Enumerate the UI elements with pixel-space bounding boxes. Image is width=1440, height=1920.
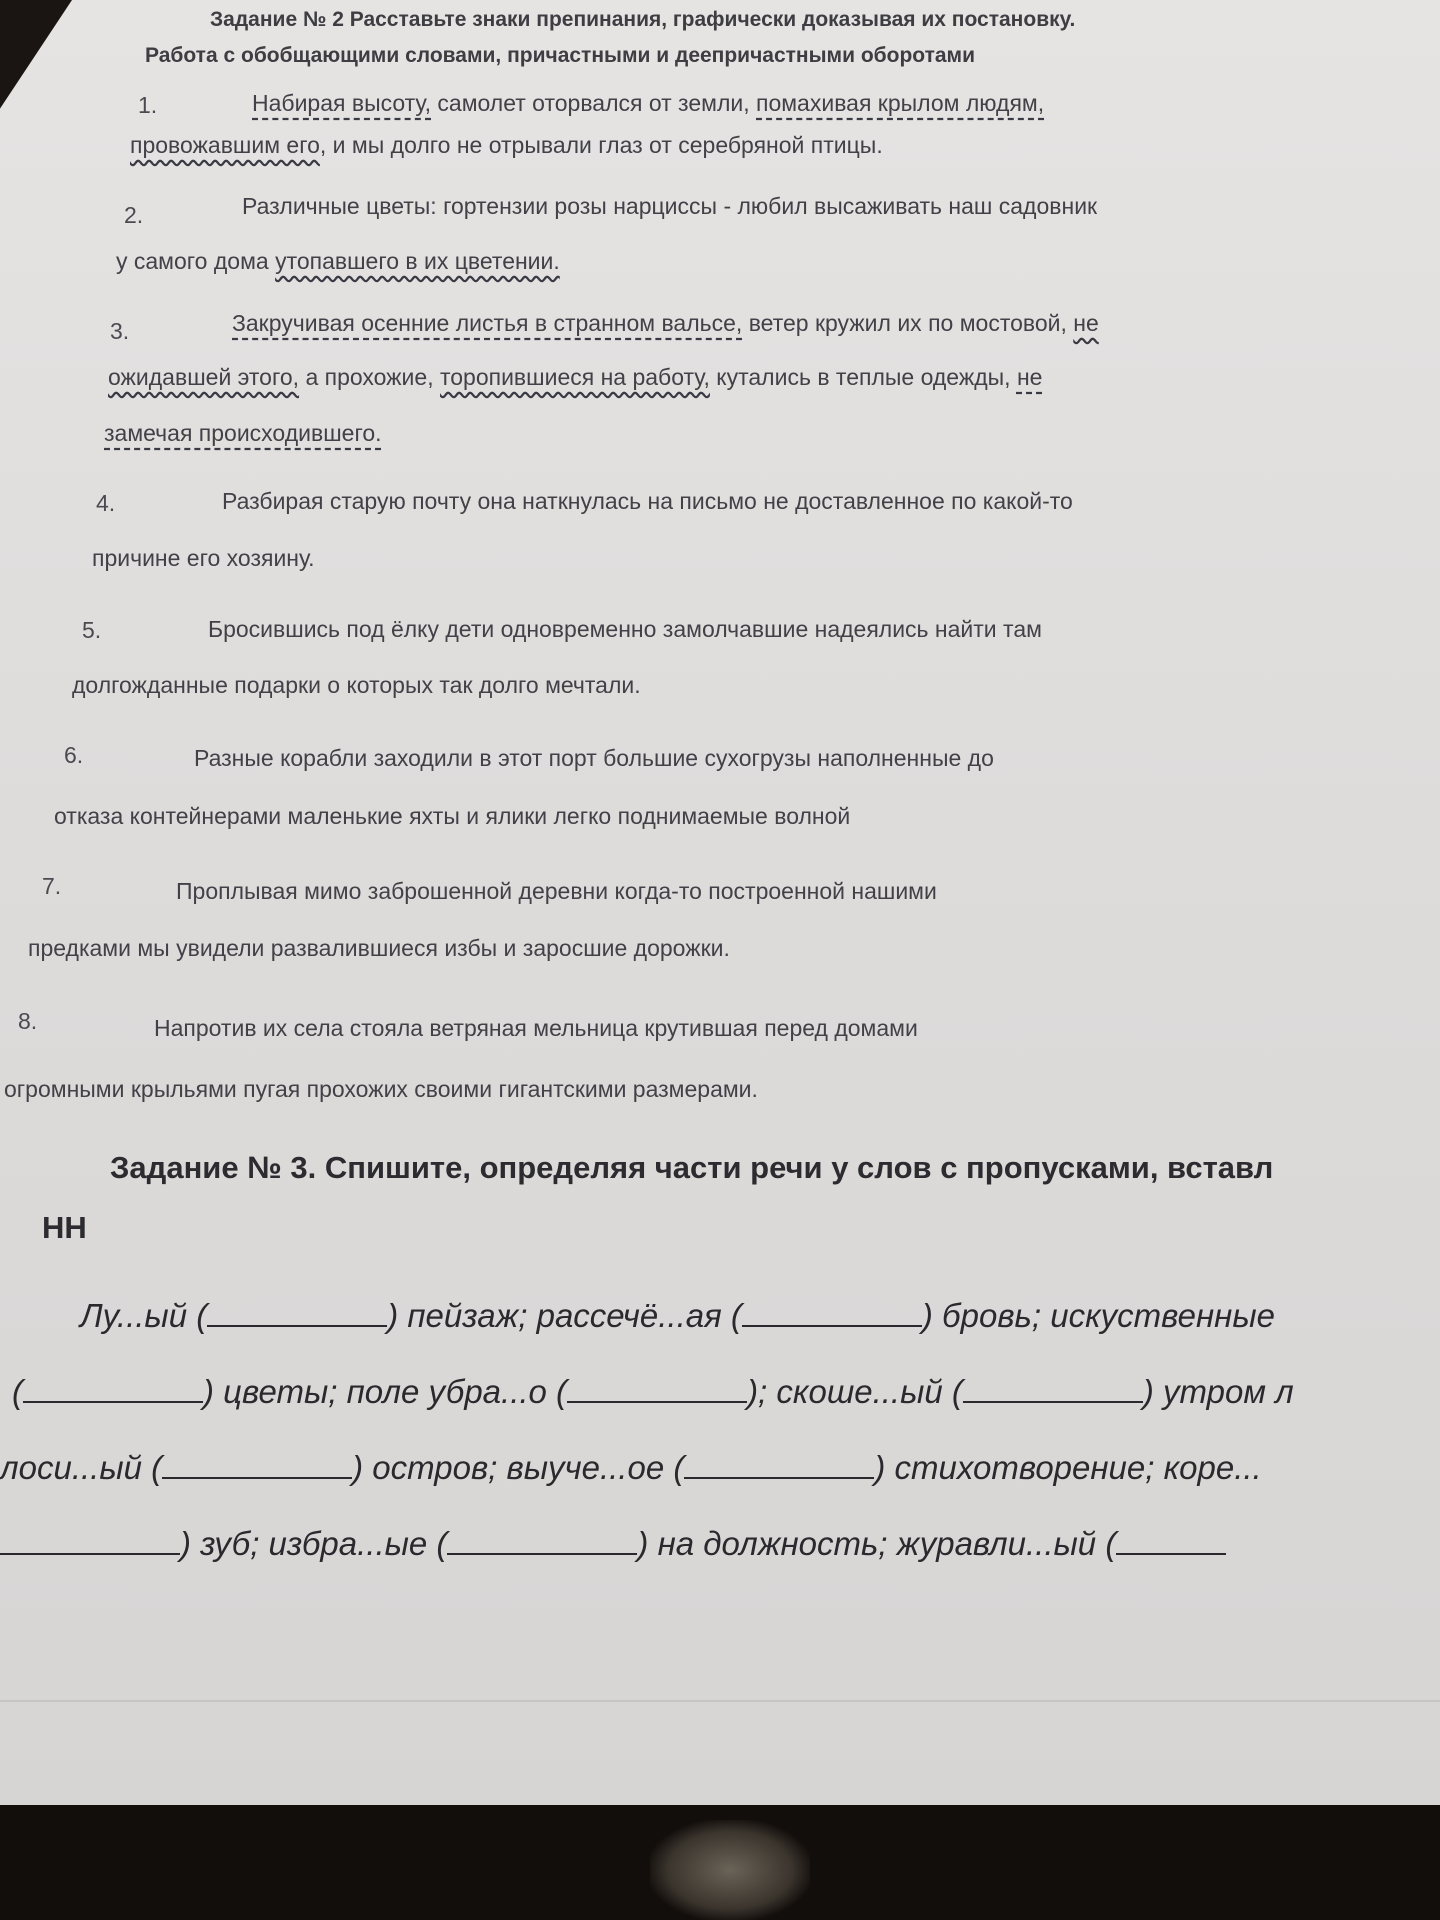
word-gap: лоси...ый ( xyxy=(0,1449,163,1486)
item-1-line-1 xyxy=(252,90,1044,117)
answer-blank[interactable] xyxy=(684,1444,874,1479)
item-6-line-1: Разные корабли заходили в этот порт большие сухогрузы наполненные до xyxy=(194,745,994,771)
clause-text: , и мы долго не отрывали глаз от серебряной птицы. xyxy=(319,132,883,158)
answer-blank[interactable] xyxy=(742,1292,922,1327)
item-8-line-1: Напротив их села стояла ветряная мельница крутившая перед домами xyxy=(154,1015,918,1041)
answer-blank[interactable] xyxy=(207,1292,387,1327)
word-gap: ) бровь; искуственные xyxy=(921,1297,1275,1334)
task3-line-1 xyxy=(80,1292,1275,1335)
adverbial-phrase: Набирая высоту, xyxy=(252,90,432,116)
answer-blank[interactable] xyxy=(963,1368,1143,1403)
word-gap: ( xyxy=(12,1373,23,1410)
participial-phrase: провожавшим его xyxy=(130,132,320,158)
clause-text: кутались в теплые одежды, xyxy=(716,364,1011,390)
item-2-line-2 xyxy=(116,248,560,275)
item-number: 4. xyxy=(96,490,116,516)
word-gap: ) зуб; избра...ые ( xyxy=(180,1525,448,1562)
item-8-line-2: огромными крыльями пугая прохожих своими гигантскими размерами. xyxy=(4,1076,758,1102)
item-3-line-2 xyxy=(108,364,1042,391)
word-gap: ) утром л xyxy=(1142,1373,1294,1410)
task3-title: Задание № 3. Спишите, определяя части речи у слов с пропусками, вставл xyxy=(110,1150,1274,1185)
word-gap: ) пейзаж; рассечё...ая ( xyxy=(387,1297,742,1334)
item-number: 6. xyxy=(64,742,84,768)
item-7-line-2: предками мы увидели развалившиеся избы и заросшие дорожки. xyxy=(28,935,730,961)
item-1-line-2 xyxy=(130,132,883,159)
answer-blank[interactable] xyxy=(23,1368,203,1403)
word-gap: ) цветы; поле убра...о ( xyxy=(203,1373,568,1410)
paper-fold-line xyxy=(0,1700,1440,1702)
item-number: 3. xyxy=(110,318,130,344)
main-clause: самолет оторвался от земли, xyxy=(437,90,750,116)
participial-phrase: ожидавшей этого, xyxy=(108,364,300,390)
main-clause: ветер кружил их по мостовой, xyxy=(748,310,1067,336)
word-gap: ) остров; выуче...ое ( xyxy=(352,1449,685,1486)
adverbial-phrase: помахивая крылом людям, xyxy=(756,90,1045,116)
word-gap: ); скоше...ый ( xyxy=(747,1373,963,1410)
task3-line-3 xyxy=(0,1444,1262,1487)
adverbial-phrase: замечая происходившего. xyxy=(104,420,382,446)
adverbial-phrase: Закручивая осенние листья в странном вальсе, xyxy=(232,310,743,336)
item-5-line-2: долгожданные подарки о которых так долго мечтали. xyxy=(72,672,641,698)
item-2-line-1: Различные цветы: гортензии розы нарциссы - любил высаживать наш садовник xyxy=(242,193,1098,219)
participial-phrase: утопавшего в их цветении. xyxy=(275,248,560,274)
task2-title: Задание № 2 Расставьте знаки препинания, графически доказывая их постановку. xyxy=(210,8,1076,31)
task3-line-4 xyxy=(0,1520,1226,1563)
item-6-line-2: отказа контейнерами маленькие яхты и ялики легко поднимаемые волной xyxy=(54,803,851,829)
participial-phrase: торопившиеся на работу, xyxy=(439,364,710,390)
task3-nn-label: НН xyxy=(42,1210,87,1245)
item-4-line-1: Разбирая старую почту она наткнулась на письмо не доставленное по какой-то xyxy=(222,488,1073,514)
item-3-line-1 xyxy=(232,310,1099,337)
item-number: 7. xyxy=(42,873,62,899)
answer-blank[interactable] xyxy=(1116,1520,1226,1555)
item-3-line-3 xyxy=(104,420,382,447)
adverbial-phrase: не xyxy=(1016,364,1043,390)
clause-text: а прохожие, xyxy=(305,364,434,390)
item-5-line-1: Бросившись под ёлку дети одновременно замолчавшие надеялись найти там xyxy=(208,616,1042,642)
answer-blank[interactable] xyxy=(447,1520,637,1555)
task2-subtitle: Работа с обобщающими словами, причастными и деепричастными оборотами xyxy=(145,44,975,67)
item-4-line-2: причине его хозяину. xyxy=(92,545,315,571)
word-gap: Лу...ый ( xyxy=(80,1297,208,1334)
word-gap: ) стихотворение; коре... xyxy=(874,1449,1262,1486)
item-number: 2. xyxy=(124,202,144,228)
item-number: 5. xyxy=(82,617,102,643)
fabric-corner xyxy=(650,1820,810,1920)
word-gap: ) на должность; журавли...ый ( xyxy=(637,1525,1117,1562)
clause-text: у самого дома xyxy=(116,248,269,274)
answer-blank[interactable] xyxy=(162,1444,352,1479)
answer-blank[interactable] xyxy=(567,1368,747,1403)
task3-line-2 xyxy=(12,1368,1294,1411)
item-number: 1. xyxy=(138,92,158,118)
answer-blank[interactable] xyxy=(0,1520,180,1555)
participial-phrase: не xyxy=(1073,310,1099,336)
item-7-line-1: Проплывая мимо заброшенной деревни когда-то построенной нашими xyxy=(176,878,937,904)
item-number: 8. xyxy=(18,1008,38,1034)
